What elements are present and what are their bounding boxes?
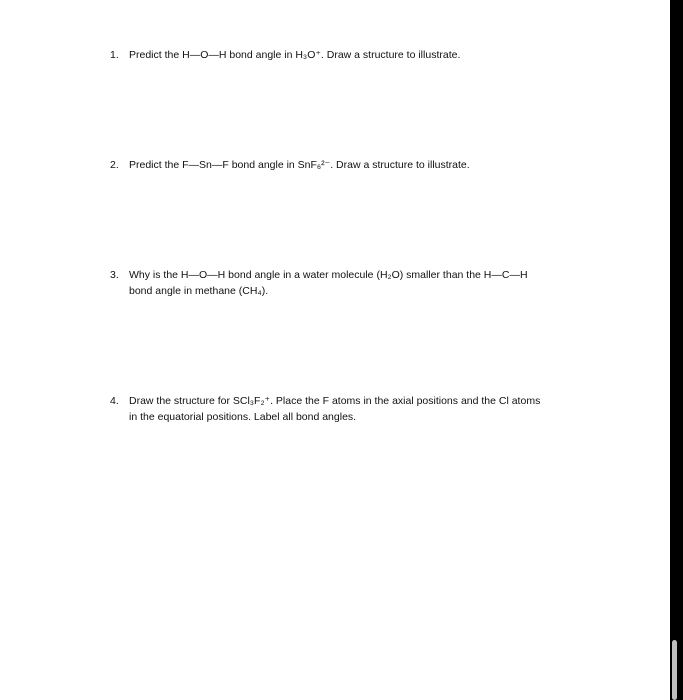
question-number: 3. xyxy=(110,269,119,281)
question-text-line: Why is the H—O—H bond angle in a water molecule (H₂O) smaller than the H—C—H xyxy=(129,269,528,281)
question-text-line: in the equatorial positions. Label all bond angles. xyxy=(129,411,357,423)
question-text-line: Draw the structure for SCl₃F₂⁺. Place the F atoms in the axial positions and the Cl atoms xyxy=(129,395,541,407)
question-number: 2. xyxy=(110,159,119,171)
vertical-scrollbar[interactable] xyxy=(672,640,677,700)
question-text-line: Predict the F—Sn—F bond angle in SnF₆²⁻. Draw a structure to illustrate. xyxy=(129,159,470,171)
question-text-line: bond angle in methane (CH₄). xyxy=(129,285,269,297)
question-text-line: Predict the H—O—H bond angle in H₃O⁺. Draw a structure to illustrate. xyxy=(129,49,461,61)
question-number: 1. xyxy=(110,49,119,61)
question-number: 4. xyxy=(110,395,119,407)
